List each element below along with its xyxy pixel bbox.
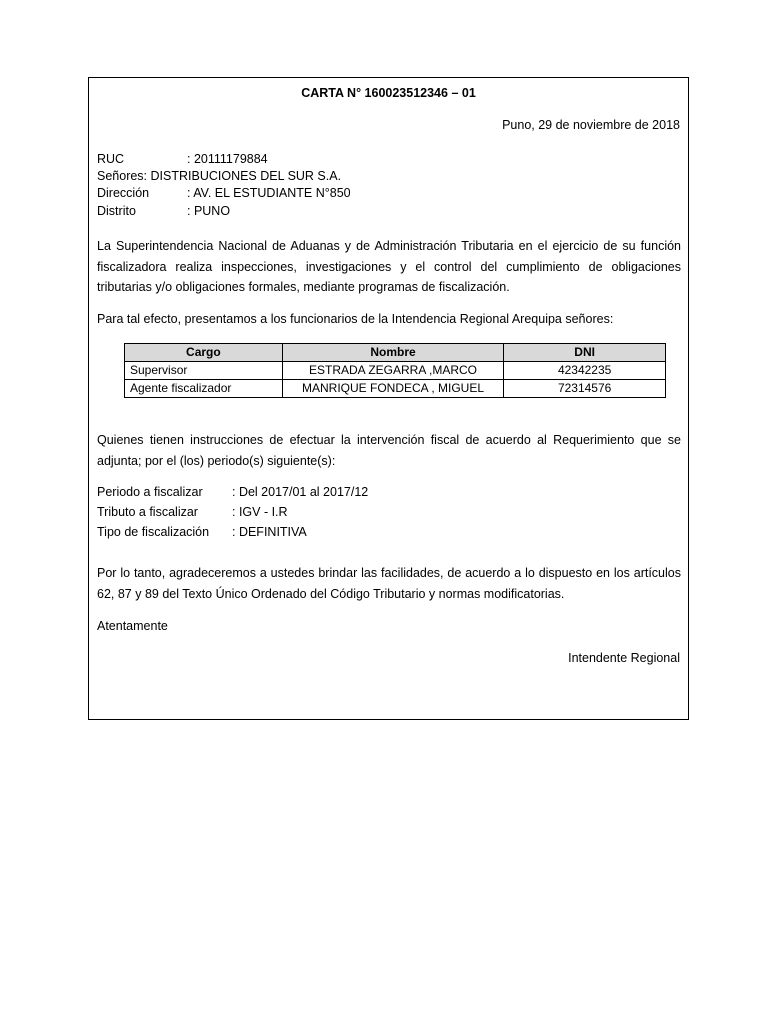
instructions-line: adjunta; por el (los) periodo(s) siguiente(s): [97,453,336,468]
closing-line: Por lo tanto, agradeceremos a ustedes brindar las facilidades, de acuerdo a lo dispuesto en los artículos [97,566,681,580]
closing-salutation: Atentamente [97,619,168,633]
letter-document [88,77,689,720]
ruc-value: : 20111179884 [187,152,268,166]
audit-type-label: Tipo de fiscalización [97,525,210,539]
table-header-row [125,344,666,362]
presentation-paragraph: Para tal efecto, presentamos a los funcionarios de la Intendencia Regional Arequipa señores: [97,312,614,326]
district-label: Distrito [97,204,136,218]
tax-value: : IGV - I.R [232,505,288,519]
intro-paragraph [97,236,681,298]
cell-cargo: Supervisor [125,362,283,380]
instructions-paragraph [97,430,681,471]
intro-line: fiscalizadora realiza inspecciones, investigaciones y el control del cumplimiento de obligaciones [97,259,681,274]
recipient-line: Señores: DISTRIBUCIONES DEL SUR S.A. [97,169,342,183]
audit-type-value: : DEFINITIVA [232,525,307,539]
cell-cargo: Agente fiscalizador [125,380,283,398]
cell-nombre: MANRIQUE FONDECA , MIGUEL [282,380,504,398]
closing-paragraph [97,563,681,604]
cell-dni: 72314576 [504,380,666,398]
table-row [125,362,666,380]
intro-line: La Superintendencia Nacional de Aduanas y de Administración Tributaria en el ejercicio de su función [97,239,681,253]
cell-nombre: ESTRADA ZEGARRA ,MARCO [282,362,504,380]
staff-table [124,343,666,398]
period-label: Periodo a fiscalizar [97,485,203,499]
district-value: : PUNO [187,204,231,218]
letter-date: Puno, 29 de noviembre de 2018 [502,118,680,132]
cell-dni: 42342235 [504,362,666,380]
header-nombre: Nombre [282,344,504,362]
letter-title: CARTA N° 160023512346 – 01 [301,86,476,100]
signature-title: Intendente Regional [568,651,680,665]
period-value: : Del 2017/01 al 2017/12 [232,485,369,499]
intro-line: tributarias y/o obligaciones formales, mediante programas de fiscalización. [97,280,510,294]
closing-line: 62, 87 y 89 del Texto Único Ordenado del Código Tributario y normas modificatorias. [97,586,565,601]
header-cargo: Cargo [125,344,283,362]
header-dni: DNI [504,344,666,362]
address-label: Dirección [97,186,150,200]
table-row [125,380,666,398]
tax-label: Tributo a fiscalizar [97,505,198,519]
address-value: : AV. EL ESTUDIANTE N°850 [187,186,351,200]
instructions-line: Quienes tienen instrucciones de efectuar la intervención fiscal de acuerdo al Requerimiento que se [97,433,681,447]
ruc-label: RUC [97,152,125,166]
